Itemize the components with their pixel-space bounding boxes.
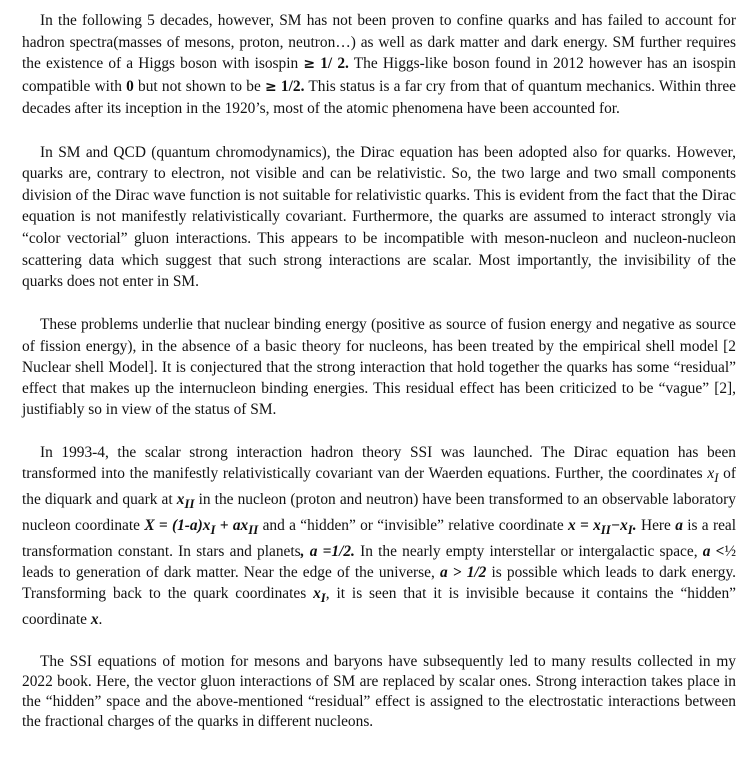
paragraph-sm-status: In the following 5 decades, however, SM has not been proven to confine quarks and has failed to account for hadron spectra(masses of mesons, proton, neutron…) as well as dark matter and dark energy. SM further requires the existence of a Higgs boson with isospin ≥ 1/ 2. The Higgs-like boson found in 2012 however has an isospin compatible with 0 but not shown to be ≥ 1/2. This status is a far cry from that of quantum mechanics. Within three decades after its inception in the 1920’s, most of the atomic phenomena have been accounted for.	[22, 12, 736, 118]
paragraph-sm-qcd: In SM and QCD (quantum chromodynamics), the Dirac equation has been adopted also for quarks. However, quarks are, contrary to electron, not visible and can be relativistic. So, the two large and two small components division of the Dirac wave function is not suitable for relativistic quarks. This is evident from the fact that the Dirac equation is not manifestly relativistically covariant. Furthermore, the quarks are assumed to interact strongly via “color vectorial” gluon interactions. This appears to be incompatible with meson-nucleon and nucleon-nucleon scattering data which suggest that such strong interactions are scalar. Most importantly, the invisibility of the quarks does not enter in SM.	[22, 143, 736, 291]
paragraph-ssi-theory: In 1993-4, the scalar strong interaction hadron theory SSI was launched. The Dirac equation has been transformed into the manifestly relativistically covariant van der Waerden equations. Further, the coordinates $x_I$ of the diquark and quark at $x_{II}$ in the nucleon (proton and neutron) have been transformed to an observable laboratory nucleon coordinate $X = (1-a)x_I + ax_{II}$ and a “hidden” or “invisible” relative coordinate $x = x_{II}-x_I$. Here a is a real transformation constant. In stars and planets, a =1/2. In the nearly empty interstellar or intergalactic space, a <½ leads to generation of dark matter. Near the edge of the universe, a > 1/2 is possible which leads to dark energy. Transforming back to the quark coordinates $x_I$, it is seen that it is invisible because it contains the “hidden” coordinate x.	[22, 443, 737, 629]
paragraph-nuclear-binding: These problems underlie that nuclear binding energy (positive as source of fusion energy and negative as source of fission energy), in the absence of a basic theory for nucleons, has been treated by the empirical shell model [2 Nuclear shell Model]. It is conjectured that the strong interaction that hold together the quarks has some “residual” effect that makes up the internucleon binding energies. This residual effect has been criticized to be “vague” [2], justifiably so in view of the status of SM.	[22, 316, 736, 419]
paragraph-ssi-results: The SSI equations of motion for mesons and baryons have subsequently led to many results collected in my 2022 book. Here, the vector gluon interactions of SM are replaced by scalar ones. Strong interaction takes place in the “hidden” space and the above-mentioned “residual” effect is assigned to the electrostatic interactions between the fractional charges of the quarks in different nucleons.	[22, 652, 736, 731]
